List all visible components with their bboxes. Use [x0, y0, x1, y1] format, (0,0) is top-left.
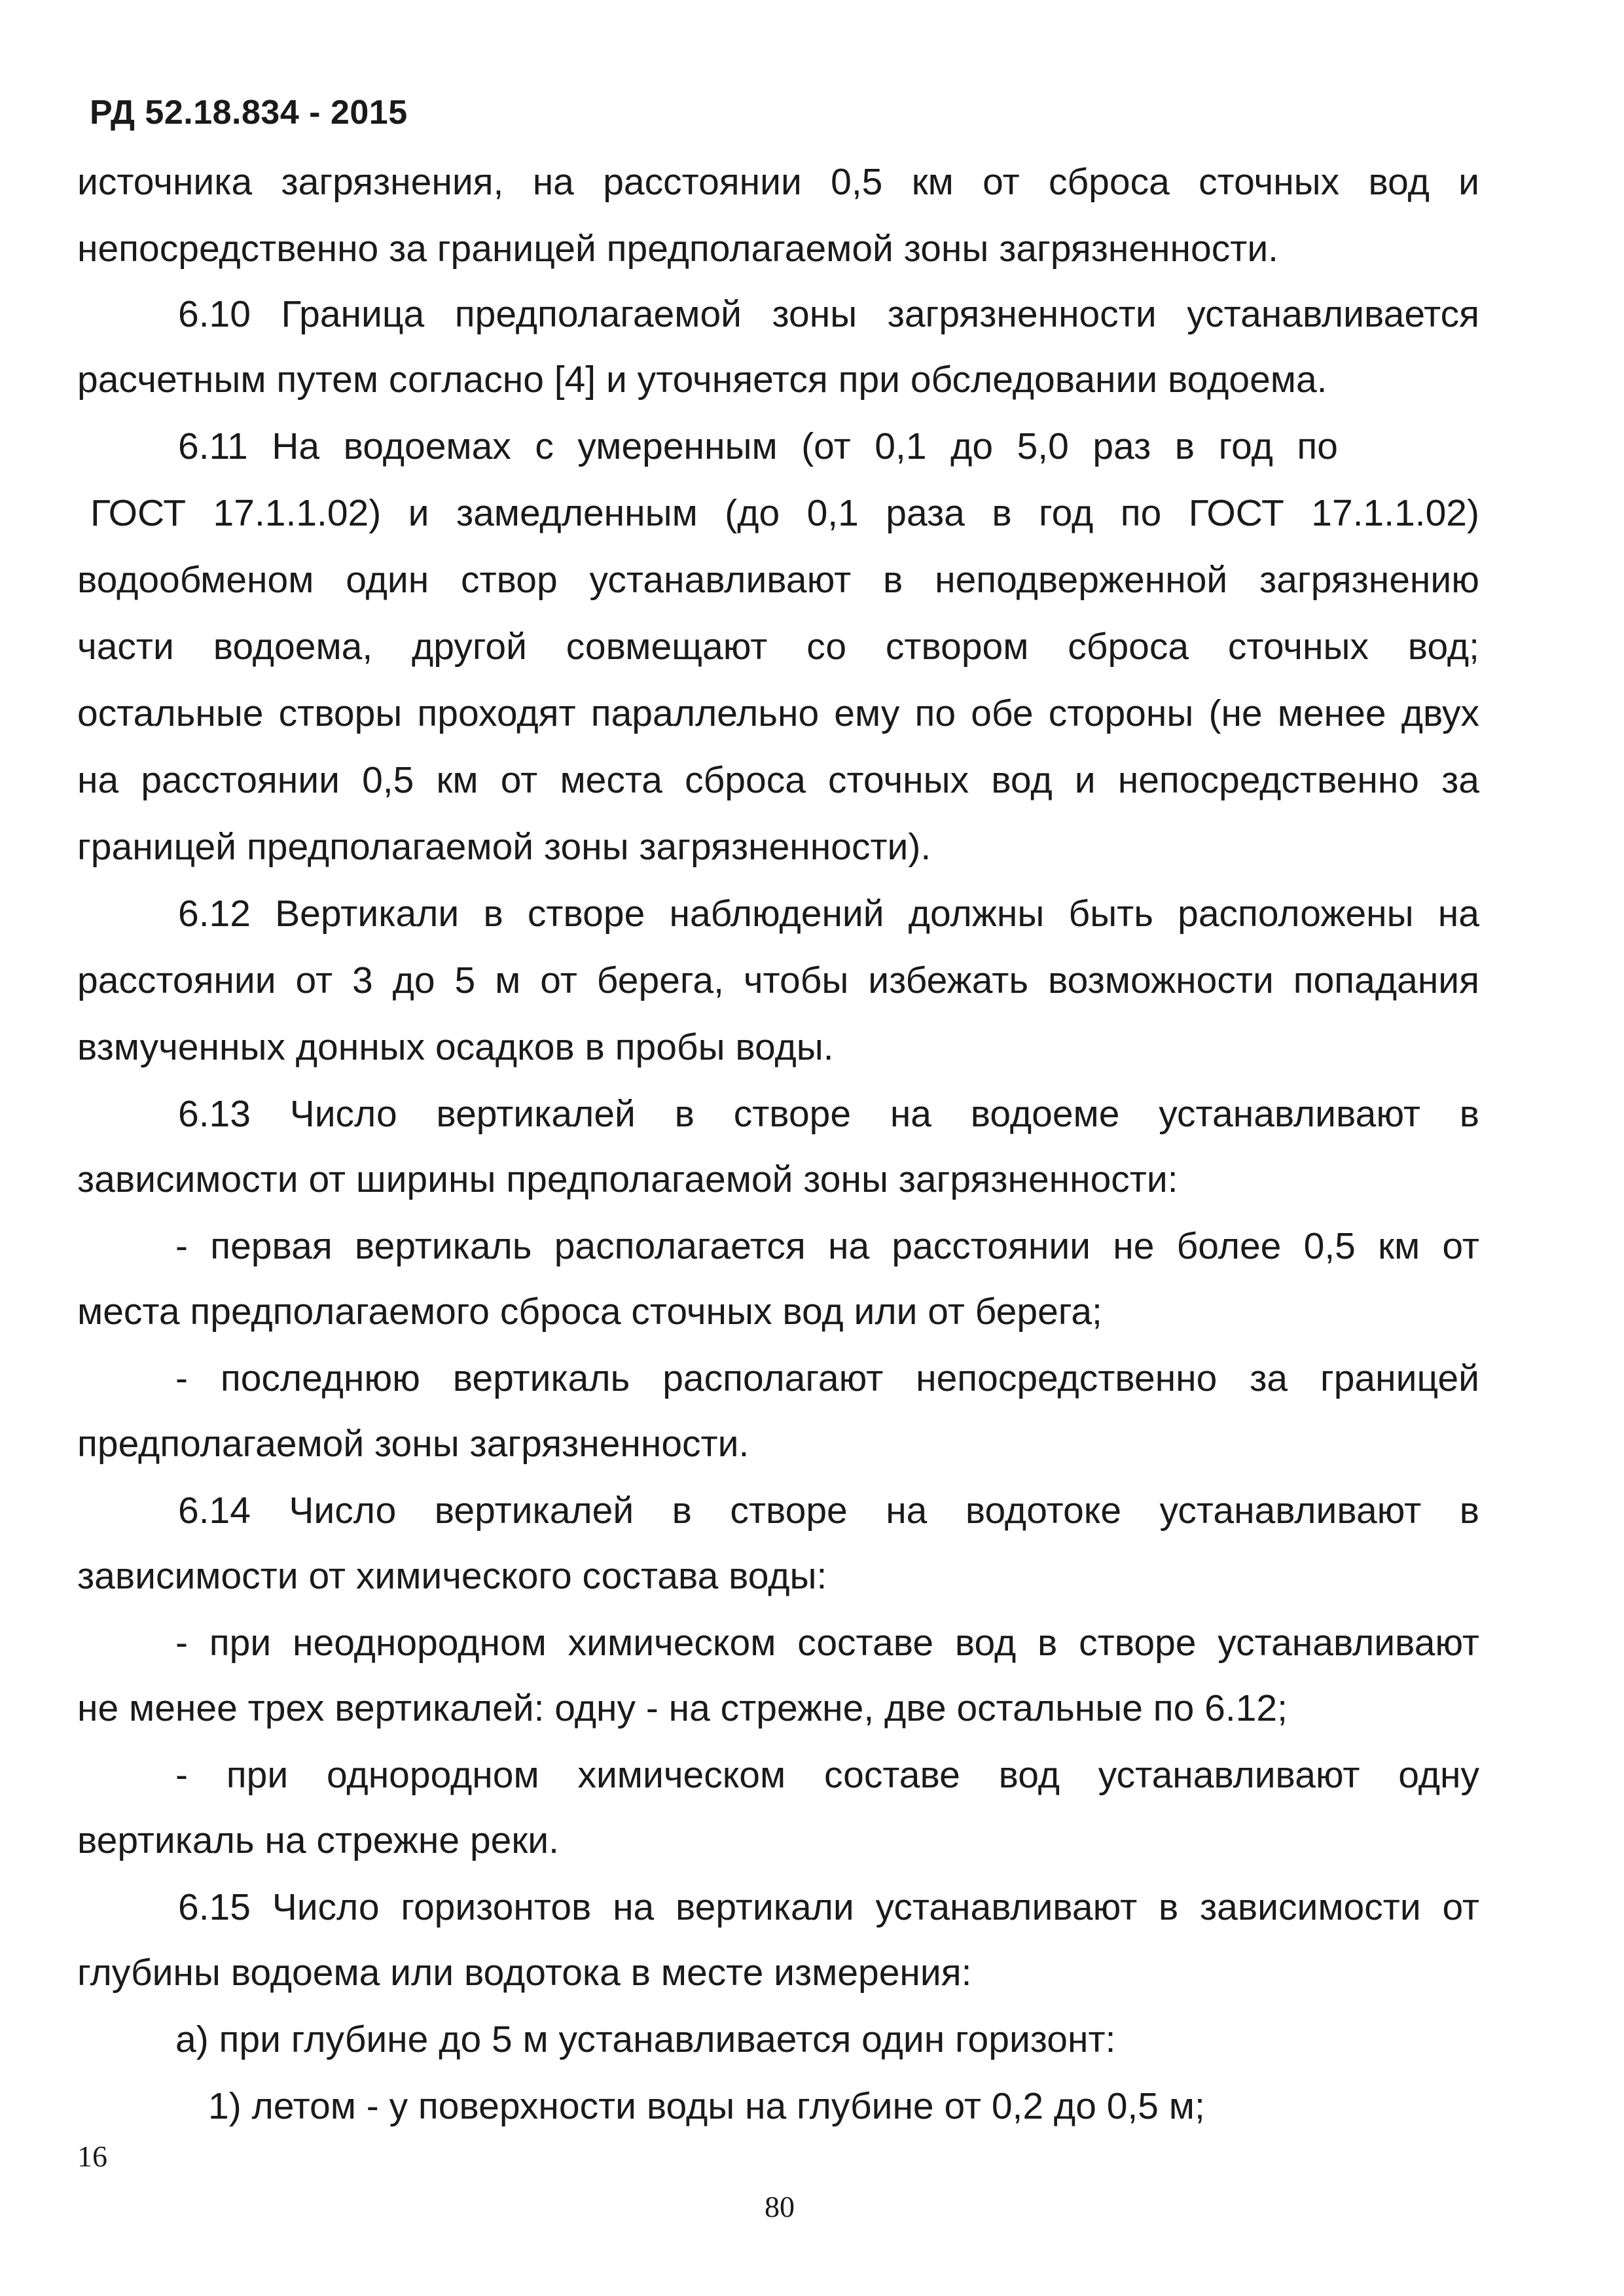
text-line: взмученных донных осадков в пробы воды. — [77, 1026, 834, 1068]
text-line: на расстоянии 0,5 км от места сброса сточных вод и непосредственно за — [77, 759, 1479, 801]
text-line: предполагаемой зоны загрязненности. — [77, 1423, 749, 1465]
document-header: РД 52.18.834 - 2015 — [90, 94, 408, 132]
text-line: не менее трех вертикалей: одну - на стрежне, две остальные по 6.12; — [77, 1687, 1288, 1729]
text-line: 1) летом - у поверхности воды на глубине от 0,2 до 0,5 м; — [208, 2085, 1205, 2127]
text-line: - первая вертикаль располагается на расстоянии не более 0,5 км от — [175, 1225, 1479, 1267]
text-line: - при однородном химическом составе вод устанавливают одну — [175, 1754, 1479, 1796]
text-line: источника загрязнения, на расстоянии 0,5 км от сброса сточных вод и — [77, 161, 1479, 203]
text-line: расчетным путем согласно [4] и уточняется при обследовании водоема. — [77, 359, 1327, 401]
text-line: 6.11 На водоемах с умеренным (от 0,1 до 5,0 раз в год по — [178, 425, 1338, 467]
text-line: - последнюю вертикаль располагают непосредственно за границей — [175, 1357, 1479, 1399]
page-number-center: 80 — [765, 2190, 795, 2223]
text-line: вертикаль на стрежне реки. — [77, 1820, 559, 1861]
text-line: 6.10 Граница предполагаемой зоны загрязненности устанавливается — [178, 293, 1479, 335]
text-line: 6.15 Число горизонтов на вертикали устанавливают в зависимости от — [178, 1886, 1479, 1928]
text-line: зависимости от ширины предполагаемой зоны загрязненности: — [77, 1158, 1178, 1200]
text-line: а) при глубине до 5 м устанавливается один горизонт: — [175, 2018, 1116, 2060]
text-line: непосредственно за границей предполагаемой зоны загрязненности. — [77, 228, 1278, 270]
text-line: границей предполагаемой зоны загрязненности). — [77, 826, 931, 868]
text-line: зависимости от химического состава воды: — [77, 1555, 827, 1597]
text-line: остальные створы проходят параллельно ему по обе стороны (не менее двух — [77, 692, 1479, 734]
text-line: 6.13 Число вертикалей в створе на водоеме устанавливают в — [178, 1093, 1479, 1135]
text-line: глубины водоема или водотока в месте измерения: — [77, 1952, 972, 1994]
text-line: 6.12 Вертикали в створе наблюдений должны быть расположены на — [178, 893, 1479, 935]
text-line: водообменом один створ устанавливают в неподверженной загрязнению — [77, 559, 1479, 601]
text-line: 6.14 Число вертикалей в створе на водотоке устанавливают в — [178, 1490, 1479, 1532]
text-line: ГОСТ 17.1.1.02) и замедленным (до 0,1 раза в год по ГОСТ 17.1.1.02) — [90, 492, 1479, 534]
text-line: места предполагаемого сброса сточных вод или от берега; — [77, 1291, 1102, 1333]
text-line: расстоянии от 3 до 5 м от берега, чтобы избежать возможности попадания — [77, 960, 1479, 1001]
text-line: - при неоднородном химическом составе вод в створе устанавливают — [175, 1622, 1479, 1664]
page-number-left: 16 — [77, 2140, 107, 2173]
text-line: части водоема, другой совмещают со створом сброса сточных вод; — [77, 626, 1479, 668]
